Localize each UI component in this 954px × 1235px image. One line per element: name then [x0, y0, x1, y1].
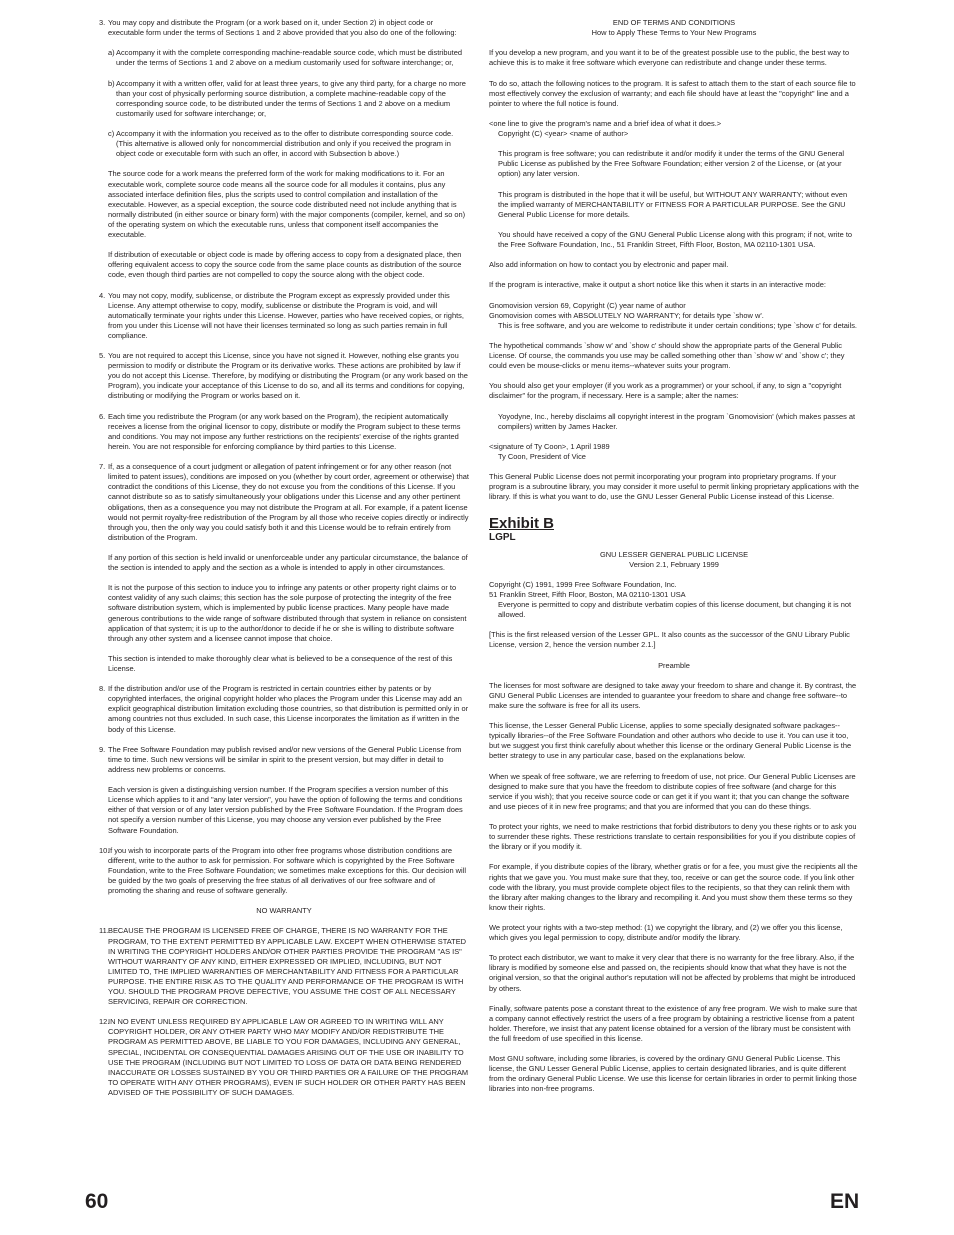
- paragraph-distribution: If distribution of executable or object code is made by offering access to copy from a designated place, then offering equivalent access to copy the source code from the same place counts as distribution of the source code, even though third parties are not compelled to copy the source along with the object code.: [108, 250, 462, 280]
- notice-program-name: <one line to give the program's name and a brief idea of what it does.>: [489, 118, 722, 128]
- paragraph-9: Each version is given a distinguishing version number. If the Program specifies a version number of this License which applies to it and "any later version", you have the option of following the terms and conditions either of that version or of any later version published by the Free Software Foundation. If the Program does not specify a version number of this License, you may choose any version ever published by the Free Software Foundation.: [108, 785, 463, 835]
- paragraph-contact: Also add information on how to contact you by electronic and paper mail.: [489, 260, 729, 270]
- section-6: 6. Each time you redistribute the Program (or any work based on the Program), the recipient automatically receives a license from the original licensor to copy, distribute or modify the Program subject to these terms and conditions. You may not impose any further restrictions on the recipients' exercise of the rights granted herein. You are not responsible for enforcing compliance by third parties to this License.: [99, 411, 461, 451]
- end-of-terms-heading: END OF TERMS AND CONDITIONS: [612, 18, 736, 27]
- exhibit-subtitle: LGPL: [489, 531, 516, 543]
- paragraph-employer: You should also get your employer (if you work as a programmer) or your school, if any, to sign a "copyright disclaimer" for the program, if necessary. Here is a sample; alter the names:: [489, 381, 842, 401]
- section-3a: a) Accompany it with the complete corresponding machine-readable source code, which must be distributed under the terms of Sections 1 and 2 above on a medium customarily used for software interchange; or,: [108, 48, 463, 68]
- paragraph-7c: This section is intended to make thoroughly clear what is believed to be a consequence of the rest of this License.: [108, 653, 453, 673]
- preamble-paragraph-6: We protect your rights with a two-step method: (1) we copyright the library, and (2) we offer you this license, which gives you legal permission to copy, distribute and/or modify the library.: [489, 922, 843, 943]
- signature-line: <signature of Ty Coon>, 1 April 1989: [489, 441, 610, 451]
- preamble-paragraph-2: This license, the Lesser General Public License, applies to some specially designated software packages--typically libraries--of the Free Software Foundation and other authors who decide to use it. You can use it too, but we suggest you first think carefully about whether this license or the ordinary General Public License is the better strategy to use in any particular case, based on the explanations below.: [489, 721, 852, 761]
- preamble-heading: Preamble: [658, 660, 690, 670]
- preamble-paragraph-1: The licenses for most software are designed to take away your freedom to share and change it. By contrast, the GNU General Public Licenses are intended to guarantee your freedom to share and change free software--to make sure the software is free for all its users.: [489, 680, 857, 710]
- lgpl-version: Version 2.1, February 1999: [629, 559, 719, 569]
- gnomovision-line-1: Gnomovision version 69, Copyright (C) year name of author: [489, 300, 686, 310]
- paragraph-7a: If any portion of this section is held invalid or unenforceable under any particular circumstance, the balance of the section is intended to apply and the section as a whole is intended to apply in other circumstances.: [108, 552, 468, 573]
- section-7: 7. If, as a consequence of a court judgment or allegation of patent infringement or for any other reason (not limited to patent issues), conditions are imposed on you (whether by court order, agreement or otherwise) that contradict the conditions of this License, they do not excuse you from the conditions of this License. If you cannot distribute so as to satisfy simultaneously your obligations under this License and any other pertinent obligations, then as a consequence you may not distribute the Program at all. For example, if a patent license would not permit royalty-free redistribution of the Program by all those who receive copies directly or indirectly through you, then the only way you could satisfy both it and this License would be to refrain entirely from distribution of the Program.: [99, 462, 469, 542]
- page-language: EN: [830, 1190, 860, 1213]
- paragraph-first-release: [This is the first released version of the Lesser GPL. It also counts as the successor of the GNU Library Public License, version 2, hence the version number 2.1.]: [489, 630, 850, 650]
- paragraph-new-program: If you develop a new program, and you want it to be of the greatest possible use to the public, the best way to achieve this is to make it free software which everyone can redistribute and change under these terms.: [489, 48, 850, 68]
- preamble-paragraph-4: To protect your rights, we need to make restrictions that forbid distributors to deny you these rights or to ask you to surrender these rights. These restrictions translate to certain responsibilities for you if you distribute copies of the library or if you modify it.: [489, 822, 857, 852]
- right-column: [489, 18, 859, 1105]
- left-column: [99, 18, 469, 1108]
- paragraph-source-code: The source code for a work means the preferred form of the work for making modifications to it. For an executable work, complete source code means all the source code for all modules it contains, plus any associated interface definition files, plus the scripts used to control compilation and installation of the executable. However, as a special exception, the source code distributed need not include anything that is normally distributed (in either source or binary form) with the major components (compiler, kernel, and so on) of the operating system on which the executable runs, unless that component itself accompanies the executable.: [108, 169, 466, 239]
- section-3c: c) Accompany it with the information you received as to the offer to distribute corresponding source code. (This alternative is allowed only for noncommercial distribution and only if you received the program in object code or executable form with such an offer, in accord with Subsection b above.): [108, 129, 454, 159]
- gnomovision-line-3: This is free software, and you are welcome to redistribute it under certain conditions; type `show c' for details.: [498, 320, 858, 330]
- lgpl-title: GNU LESSER GENERAL PUBLIC LICENSE: [599, 549, 749, 559]
- preamble-paragraph-5: For example, if you distribute copies of the library, whether gratis or for a fee, you must give the recipients all the rights that we gave you. You must make sure that they, too, receive or can get the source code. If you link other code with the library, you must provide complete object files to the recipients, so that they can relink them with the library after making changes to the library and recompiling it. And you must show them these terms so they know their rights.: [489, 862, 858, 912]
- exhibit-title: Exhibit B: [489, 514, 555, 532]
- preamble-paragraph-8: Finally, software patents pose a constant threat to the existence of any free program. We wish to make sure that a company cannot effectively restrict the users of a free program by obtaining a restrictive license from a patent holder. Therefore, we insist that any patent license obtained for a version of the library must be consistent with the full freedom of use specified in this license.: [489, 1003, 858, 1043]
- section-11: 11. BECAUSE THE PROGRAM IS LICENSED FREE OF CHARGE, THERE IS NO WARRANTY FOR THE PROGRAM, TO THE EXTENT PERMITTED BY APPLICABLE LAW. EXCEPT WHEN OTHERWISE STATED IN WRITING THE COPYRIGHT HOLDERS AND/OR OTHER PARTIES PROVIDE THE PROGRAM "AS IS" WITHOUT WARRANTY OF ANY KIND, EITHER EXPRESSED OR IMPLIED, INCLUDING, BUT NOT LIMITED TO, THE IMPLIED WARRANTIES OF MERCHANTABILITY AND FITNESS FOR A PARTICULAR PURPOSE. THE ENTIRE RISK AS TO THE QUALITY AND PERFORMANCE OF THE PROGRAM IS WITH YOU. SHOULD THE PROGRAM PROVE DEFECTIVE, YOU ASSUME THE COST OF ALL NECESSARY SERVICING, REPAIR OR CORRECTION.: [99, 926, 467, 1007]
- paragraph-interactive: If the program is interactive, make it output a short notice like this when it starts in an interactive mode:: [489, 280, 826, 290]
- notice-copy-received: You should have received a copy of the GNU General Public License along with this program; if not, write to the Free Software Foundation, Inc., 51 Franklin Street, Fifth Floor, Boston, MA 02110-1301 USA.: [498, 229, 853, 250]
- section-5: 5. You are not required to accept this License, since you have not signed it. However, nothing else grants you permission to modify or distribute the Program or its derivative works. These actions are prohibited by law if you do not accept this License. Therefore, by modifying or distributing the Program (or any work based on the Program), you indicate your acceptance of this License to do so, and all its terms and conditions for copying, distributing or modifying the Program or works based on it.: [99, 351, 468, 401]
- section-4: 4. You may not copy, modify, sublicense, or distribute the Program except as expressly provided under this License. Any attempt otherwise to copy, modify, sublicense or distribute the Program is void, and will automatically terminate your rights under this License. However, parties who have received copies, or rights, from you under this License will not have their licenses terminated so long as such parties remain in full compliance.: [99, 290, 464, 340]
- page-number: 60: [85, 1190, 109, 1213]
- how-to-apply-heading: How to Apply These Terms to Your New Programs: [591, 28, 757, 38]
- notice-no-warranty: This program is distributed in the hope that it will be useful, but WITHOUT ANY WARRANTY; without even the implied warranty of MERCHANTABILITY or FITNESS FOR A PARTICULAR PURPOSE. See the GNU General Public License for more details.: [498, 189, 848, 219]
- gnomovision-line-2: Gnomovision comes with ABSOLUTELY NO WARRANTY; for details type `show w'.: [489, 310, 764, 320]
- preamble-paragraph-7: To protect each distributor, we want to make it very clear that there is no warranty for the free library. Also, if the library is modified by someone else and passed on, the recipients should know that what they have is not the original version, so that the original author's reputation will not be affected by problems that might be introduced by others.: [489, 953, 856, 993]
- paragraph-attach-notices: To do so, attach the following notices to the program. It is safest to attach them to the start of each source file to most effectively convey the exclusion of warranty; and each file should have at least the "copyright" line and a pointer to where the full notice is found.: [489, 78, 856, 108]
- lgpl-permission: Everyone is permitted to copy and distribute verbatim copies of this license document, but changing it is not allowed.: [498, 599, 852, 620]
- yoyodyne-disclaimer: Yoyodyne, Inc., hereby disclaims all copyright interest in the program `Gnomovision' (which makes passes at compilers) written by James Hacker.: [498, 411, 856, 431]
- paragraph-hypothetical-commands: The hypothetical commands `show w' and `show c' should show the appropriate parts of the General Public License. Of course, the commands you use may be called something other than `show w' and `show c'; they could even be mouse-clicks or menu items--whatever suits your program.: [489, 341, 845, 371]
- section-3b: b) Accompany it with a written offer, valid for at least three years, to give any third party, for a charge no more than your cost of physically performing source distribution, a complete machine-readable copy of the corresponding source code, to be distributed under the terms of Sections 1 and 2 above on a medium customarily used for software interchange; or,: [108, 78, 466, 118]
- lgpl-address: 51 Franklin Street, Fifth Floor, Boston, MA 02110-1301 USA: [489, 589, 686, 599]
- preamble-paragraph-3: When we speak of free software, we are referring to freedom of use, not price. Our General Public Licenses are designed to make sure that you have the freedom to distribute copies of free software (and charge for this service if you wish); that you receive source code or can get it if you want it; that you can change the software and use pieces of it in new free programs; and that you are informed that you can do these things.: [489, 771, 856, 811]
- section-9: 9. The Free Software Foundation may publish revised and/or new versions of the General Public License from time to time. Such new versions will be similar in spirit to the present version, but may differ in detail to address new problems or concerns.: [99, 744, 462, 774]
- no-warranty-heading: NO WARRANTY: [256, 906, 312, 916]
- section-12: 12. IN NO EVENT UNLESS REQUIRED BY APPLICABLE LAW OR AGREED TO IN WRITING WILL ANY COPYRIGHT HOLDER, OR ANY OTHER PARTY WHO MAY MODIFY AND/OR REDISTRIBUTE THE PROGRAM AS PERMITTED ABOVE, BE LIABLE TO YOU FOR DAMAGES, INCLUDING ANY GENERAL, SPECIAL, INCIDENTAL OR CONSEQUENTIAL DAMAGES ARISING OUT OF THE USE OR INABILITY TO USE THE PROGRAM (INCLUDING BUT NOT LIMITED TO LOSS OF DATA OR DATA BEING RENDERED INACCURATE OR LOSSES SUSTAINED BY YOU OR THIRD PARTIES OR A FAILURE OF THE PROGRAM TO OPERATE WITH ANY OTHER PROGRAMS), EVEN IF SUCH HOLDER OR OTHER PARTY HAS BEEN ADVISED OF THE POSSIBILITY OF SUCH DAMAGES.: [99, 1017, 469, 1097]
- notice-copyright: Copyright (C) <year> <name of author>: [498, 129, 629, 139]
- signature-name: Ty Coon, President of Vice: [498, 452, 586, 462]
- paragraph-proprietary: This General Public License does not permit incorporating your program into proprietary programs. If your program is a subroutine library, you may consider it more useful to permit linking proprietary applications with the library. If this is what you want to do, use the GNU Lesser General Public License instead of this License.: [489, 472, 859, 502]
- section-10: 10. If you wish to incorporate parts of the Program into other free programs whose distribution conditions are different, write to the author to ask for permission. For software which is copyrighted by the Free Software Foundation, write to the Free Software Foundation; we sometimes make exceptions for this. Our decision will be guided by the two goals of preserving the free status of all derivatives of our free software and of promoting the sharing and reuse of software generally.: [99, 845, 466, 896]
- section-8: 8. If the distribution and/or use of the Program is restricted in certain countries either by patents or by copyrighted interfaces, the original copyright holder who places the Program under this License may add an explicit geographical distribution limitation excluding those countries, so that distribution is permitted only in or among countries not thus excluded. In such case, this License incorporates the limitation as if written in the body of this License.: [99, 684, 469, 734]
- section-3: 3. You may copy and distribute the Program (or a work based on it, under Section 2) in object code or executable form under the terms of Sections 1 and 2 above provided that you also do one of the following:: [99, 18, 457, 38]
- notice-free-software: This program is free software; you can redistribute it and/or modify it under the terms of the GNU General Public License as published by the Free Software Foundation; either version 2 of the License, or (at your option) any later version.: [498, 149, 844, 179]
- lgpl-copyright: Copyright (C) 1991, 1999 Free Software Foundation, Inc.: [489, 579, 677, 589]
- paragraph-7b: It is not the purpose of this section to induce you to infringe any patents or other property right claims or to contest validity of any such claims; this section has the sole purpose of protecting the integrity of the free software distribution system, which is implemented by public license practices. Many people have made generous contributions to the wide range of software distributed through that system in reliance on consistent application of that system; it is up to the author/donor to decide if he or she is willing to distribute software through any other system and a licensee cannot impose that choice.: [108, 583, 467, 643]
- preamble-paragraph-9: Most GNU software, including some libraries, is covered by the ordinary GNU General Public License. This license, the GNU Lesser General Public License, applies to certain designated libraries, and is quite different from the ordinary General Public License. We use this license for certain libraries in order to permit linking those libraries into non-free programs.: [489, 1054, 857, 1094]
